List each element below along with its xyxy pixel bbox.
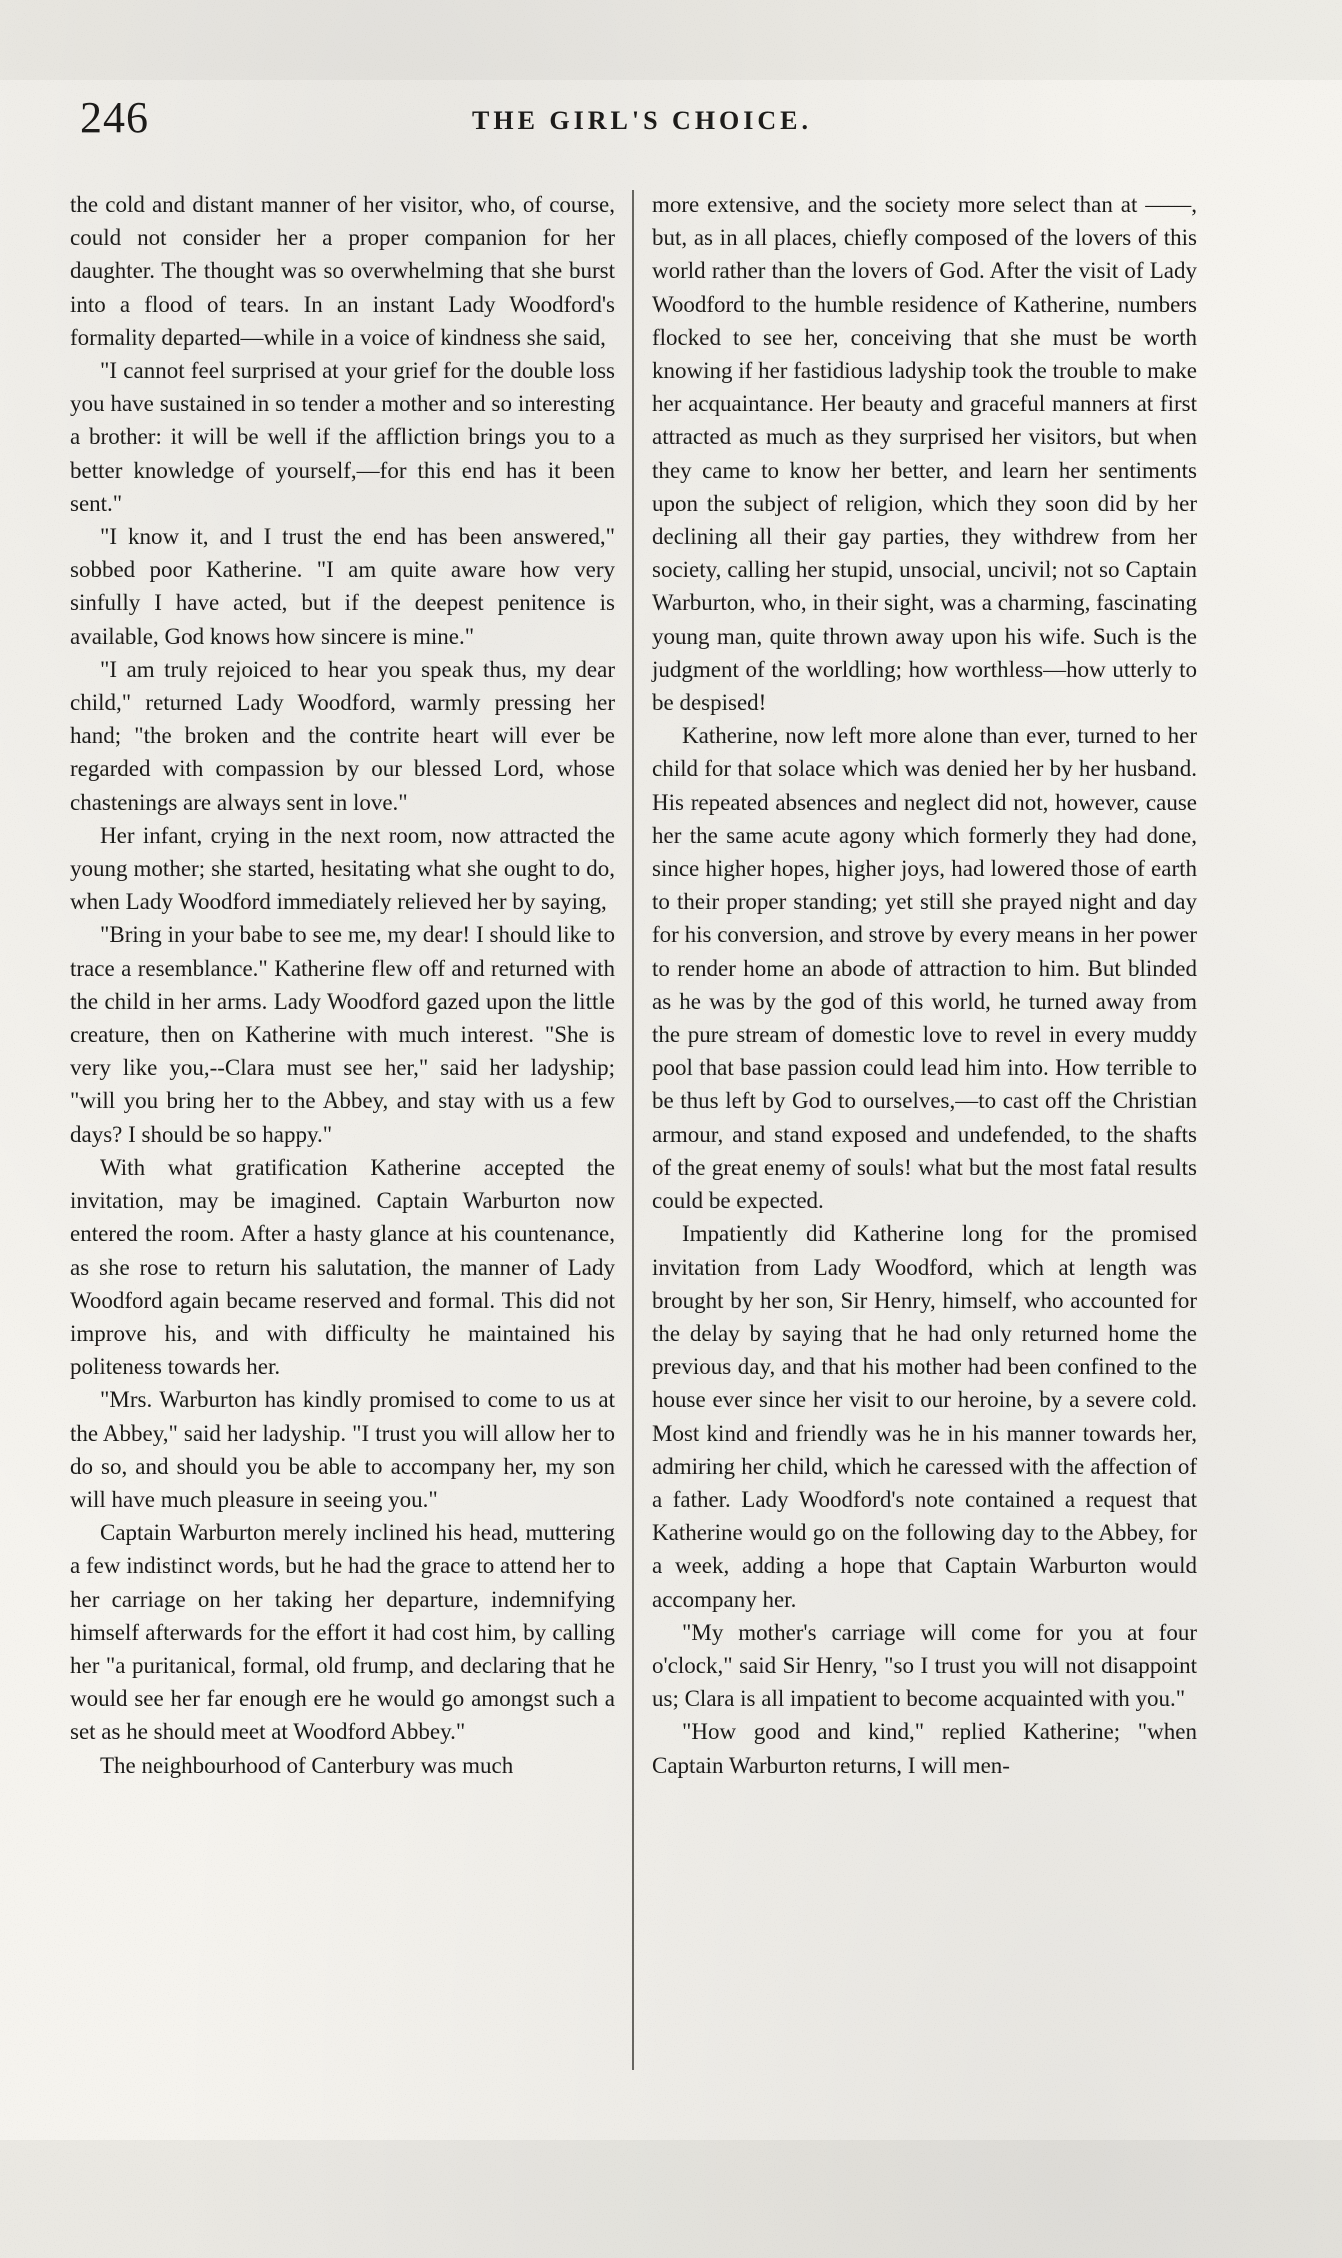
page-header [72, 92, 1222, 152]
paragraph: "Bring in your babe to see me, my dear! I should like to trace a resemblance." Katherine flew off and returned with the child in her arms. Lady Woodford gazed upon the little creature, then on Katherine with much interest. "She is very like you,--Clara must see her," said her ladyship; "will you bring her to the Abbey, and stay with us a few days? I should be so happy." [70, 922, 615, 1147]
paragraph: Her infant, crying in the next room, now attracted the young mother; she started, hesitating what she ought to do, when Lady Woodford immediately relieved her by saying, [70, 822, 615, 915]
paragraph: "My mother's carriage will come for you at four o'clock," said Sir Henry, "so I trust you will not disappoint us; Clara is all impatient to become acquainted with you." [652, 1619, 1197, 1712]
column-divider [632, 190, 634, 2070]
paragraph: "I know it, and I trust the end has been answered," sobbed poor Katherine. "I am quite aware how very sinfully I have acted, but if the deepest penitence is available, God knows how sincere is mine." [70, 524, 615, 649]
paragraph: "I cannot feel surprised at your grief for the double loss you have sustained in so tender a mother and so interesting a brother: it will be well if the affliction brings you to a better knowledge of yourself,—for this end has it been sent." [70, 358, 615, 516]
paragraph: more extensive, and the society more select than at ——, but, as in all places, chiefly composed of the lovers of this world rather than the lovers of God. After the visit of Lady Woodford to the humble residence of Katherine, numbers flocked to see her, conceiving that she must be worth knowing if her fastidious ladyship took the trouble to make her acquaintance. Her beauty and graceful manners at first attracted as much as they surprised her visitors, but when they came to know her better, and learn her sentiments upon the subject of religion, which they soon did by her declining all their gay parties, they withdrew from her society, calling her stupid, unsocial, uncivil; not so Captain Warburton, who, in their sight, was a charming, fascinating young man, quite thrown away upon his wife. Such is the judgment of the worldling; how worthless—how utterly to be despised! [652, 192, 1197, 716]
paragraph: the cold and distant manner of her visitor, who, of course, could not consider her a proper companion for her daughter. The thought was so overwhelming that she burst into a flood of tears. In an instant Lady Woodford's formality departed—while in a voice of kindness she said, [70, 192, 615, 350]
page-number: 246 [80, 93, 149, 142]
paragraph: The neighbourhood of Canterbury was much [100, 1752, 514, 1778]
left-column [70, 188, 615, 1782]
paragraph: "How good and kind," replied Katherine; "when Captain Warburton returns, I will men- [652, 1719, 1197, 1778]
paragraph: Katherine, now left more alone than ever, turned to her child for that solace which was denied her by her husband. His repeated absences and neglect did not, however, cause her the same acute agony which formerly they had done, since higher hopes, higher joys, had lowered those of earth to their proper standing; yet still she prayed night and day for his conversion, and strove by every means in her power to render home an abode of attraction to him. But blinded as he was by the god of this world, he turned away from the pure stream of domestic love to revel in every muddy pool that base passion could lead him into. How terrible to be thus left by God to ourselves,—to cast off the Christian armour, and stand exposed and undefended, to the shafts of the great enemy of souls! what but the most fatal results could be expected. [652, 723, 1197, 1214]
paragraph: "I am truly rejoiced to hear you speak thus, my dear child," returned Lady Woodford, warmly pressing her hand; "the broken and the contrite heart will ever be regarded with compassion by our blessed Lord, whose chastenings are always sent in love." [70, 656, 615, 815]
paragraph: Captain Warburton merely inclined his head, muttering a few indistinct words, but he had the grace to attend her to her carriage on her taking her departure, indemnifying himself afterwards for the effort it had cost him, by calling her "a puritanical, formal, old frump, and declaring that he would see her far enough ere he would go amongst such a set as he should meet at Woodford Abbey." [70, 1520, 615, 1745]
paragraph: With what gratification Katherine accepted the invitation, may be imagined. Captain Warburton now entered the room. After a hasty glance at his countenance, as she rose to return his salutation, the manner of Lady Woodford again became reserved and formal. This did not improve his, and with difficulty he maintained his politeness towards her. [70, 1154, 615, 1380]
paragraph: "Mrs. Warburton has kindly promised to come to us at the Abbey," said her ladyship. "I trust you will allow her to do so, and should you be able to accompany her, my son will have much pleasure in seeing you." [70, 1387, 615, 1512]
running-title: THE GIRL'S CHOICE. [472, 106, 813, 135]
right-column [652, 188, 1197, 1782]
paragraph: Impatiently did Katherine long for the promised invitation from Lady Woodford, which at length was brought by her son, Sir Henry, himself, who accounted for the delay by saying that he had only returned home the previous day, and that his mother had been confined to the house ever since her visit to our heroine, by a severe cold. Most kind and friendly was he in his manner towards her, admiring her child, which he caressed with the affection of a father. Lady Woodford's note contained a request that Katherine would go on the following day to the Abbey, for a week, adding a hope that Captain Warburton would accompany her. [652, 1221, 1197, 1612]
